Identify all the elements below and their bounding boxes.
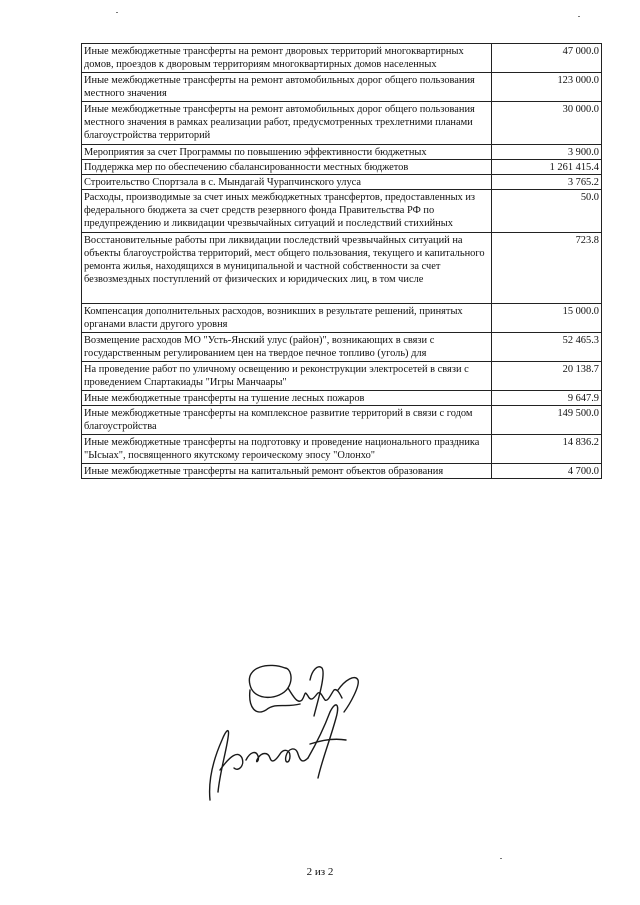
- table-row: [82, 190, 602, 233]
- row-value-cell: [492, 102, 602, 145]
- table-row: [82, 44, 602, 73]
- row-value-cell: [492, 435, 602, 464]
- scan-speck: [578, 16, 580, 17]
- table-body: [82, 44, 602, 479]
- row-value: 4 700.0: [567, 466, 599, 477]
- table-row: [82, 435, 602, 464]
- row-name: Иные межбюджетные трансферты на тушение лесных пожаров: [84, 393, 365, 404]
- row-name: Строительство Спортзала в с. Мындагай Чурапчинского улуса: [84, 177, 362, 188]
- handwritten-signature: [190, 660, 370, 805]
- row-name-cell: [82, 190, 492, 233]
- row-value-cell: [492, 406, 602, 435]
- page-number: 2 из 2: [306, 866, 334, 878]
- row-name: Иные межбюджетные трансферты на комплексное развитие территорий в связи с годом благоустройства: [84, 408, 473, 432]
- row-value: 3 900.0: [567, 147, 599, 158]
- row-value: 1 261 415.4: [549, 162, 599, 173]
- row-name-cell: [82, 73, 492, 102]
- row-value-cell: [492, 362, 602, 391]
- row-name-cell: [82, 391, 492, 406]
- row-name-cell: [82, 175, 492, 190]
- row-name: Компенсация дополнительных расходов, возникших в результате решений, принятых органами власти другого уровня: [84, 306, 463, 330]
- row-name-cell: [82, 145, 492, 160]
- row-name: Поддержка мер по обеспечению сбалансированности местных бюджетов: [84, 162, 409, 173]
- table-row: [82, 464, 602, 479]
- row-value: 15 000.0: [562, 306, 599, 317]
- row-value-cell: [492, 145, 602, 160]
- row-name-cell: [82, 333, 492, 362]
- row-name: Расходы, производимые за счет иных межбюджетных трансфертов, предоставленных из федерального бюджета за счет средств резервного фонда Правительства РФ по предупреждению и ликвидации чрезвычайных ситуаций и последствий стихийных: [84, 192, 476, 229]
- row-value: 47 000.0: [562, 46, 599, 57]
- row-value: 9 647.9: [567, 393, 599, 404]
- row-name: Возмещение расходов МО "Усть-Янский улус (район)", возникающих в связи с государственным регулированием цен на твердое печное топливо (уголь) для: [84, 335, 435, 359]
- row-name-cell: [82, 102, 492, 145]
- row-name: Иные межбюджетные трансферты на ремонт автомобильных дорог общего пользования местного значения: [84, 75, 475, 99]
- table-row: [82, 304, 602, 333]
- row-value-cell: [492, 160, 602, 175]
- row-name-cell: [82, 304, 492, 333]
- table-row: [82, 73, 602, 102]
- row-value-cell: [492, 391, 602, 406]
- table-row: [82, 406, 602, 435]
- table-row: [82, 362, 602, 391]
- row-name-cell: [82, 464, 492, 479]
- row-name-cell: [82, 233, 492, 304]
- row-name-cell: [82, 44, 492, 73]
- row-name-cell: [82, 406, 492, 435]
- table-row: [82, 391, 602, 406]
- row-value-cell: [492, 333, 602, 362]
- row-value-cell: [492, 304, 602, 333]
- row-value-cell: [492, 73, 602, 102]
- row-value: 14 836.2: [562, 437, 599, 448]
- row-value-cell: [492, 44, 602, 73]
- row-value: 20 138.7: [562, 364, 599, 375]
- table-row: [82, 160, 602, 175]
- row-name: Восстановительные работы при ликвидации последствий чрезвычайных ситуаций на объекты благоустройства территорий, мест общего пользования, текущего и капитального ремонта жилья, находящихся в муниципальной и частной собственности за счет безвозмездных поступлений от физических и юридических лиц, в том числе: [84, 235, 485, 285]
- table-row: [82, 233, 602, 304]
- row-value-cell: [492, 175, 602, 190]
- row-name: Иные межбюджетные трансферты на подготовку и проведение национального праздника "Ысыах", посвященного якутскому героическому эпосу "Олонхо": [84, 437, 480, 461]
- table-row: [82, 333, 602, 362]
- row-name-cell: [82, 362, 492, 391]
- row-name-cell: [82, 435, 492, 464]
- row-name: На проведение работ по уличному освещению и реконструкции электросетей в связи с проведением Спартакиады "Игры Манчаары": [84, 364, 469, 388]
- row-name: Мероприятия за счет Программы по повышению эффективности бюджетных: [84, 147, 427, 158]
- scan-speck: [500, 858, 502, 859]
- row-value-cell: [492, 190, 602, 233]
- row-value-cell: [492, 233, 602, 304]
- row-value: 149 500.0: [557, 408, 599, 419]
- row-name-cell: [82, 160, 492, 175]
- row-value: 123 000.0: [557, 75, 599, 86]
- row-value: 50.0: [580, 192, 599, 203]
- table-row: [82, 102, 602, 145]
- row-name: Иные межбюджетные трансферты на ремонт дворовых территорий многоквартирных домов, проездов к дворовым территориям многоквартирных домов населенных: [84, 46, 464, 70]
- table-row: [82, 175, 602, 190]
- budget-transfers-table: [81, 43, 602, 479]
- row-name: Иные межбюджетные трансферты на ремонт автомобильных дорог общего пользования местного значения в рамках реализации работ, предусмотренных трехлетними планами благоустройства территорий: [84, 104, 475, 141]
- scan-speck: [116, 12, 118, 13]
- row-value: 52 465.3: [562, 335, 599, 346]
- row-value: 30 000.0: [562, 104, 599, 115]
- row-name: Иные межбюджетные трансферты на капитальный ремонт объектов образования: [84, 466, 444, 477]
- row-value: 723.8: [575, 235, 599, 246]
- row-value: 3 765.2: [567, 177, 599, 188]
- row-value-cell: [492, 464, 602, 479]
- table-row: [82, 145, 602, 160]
